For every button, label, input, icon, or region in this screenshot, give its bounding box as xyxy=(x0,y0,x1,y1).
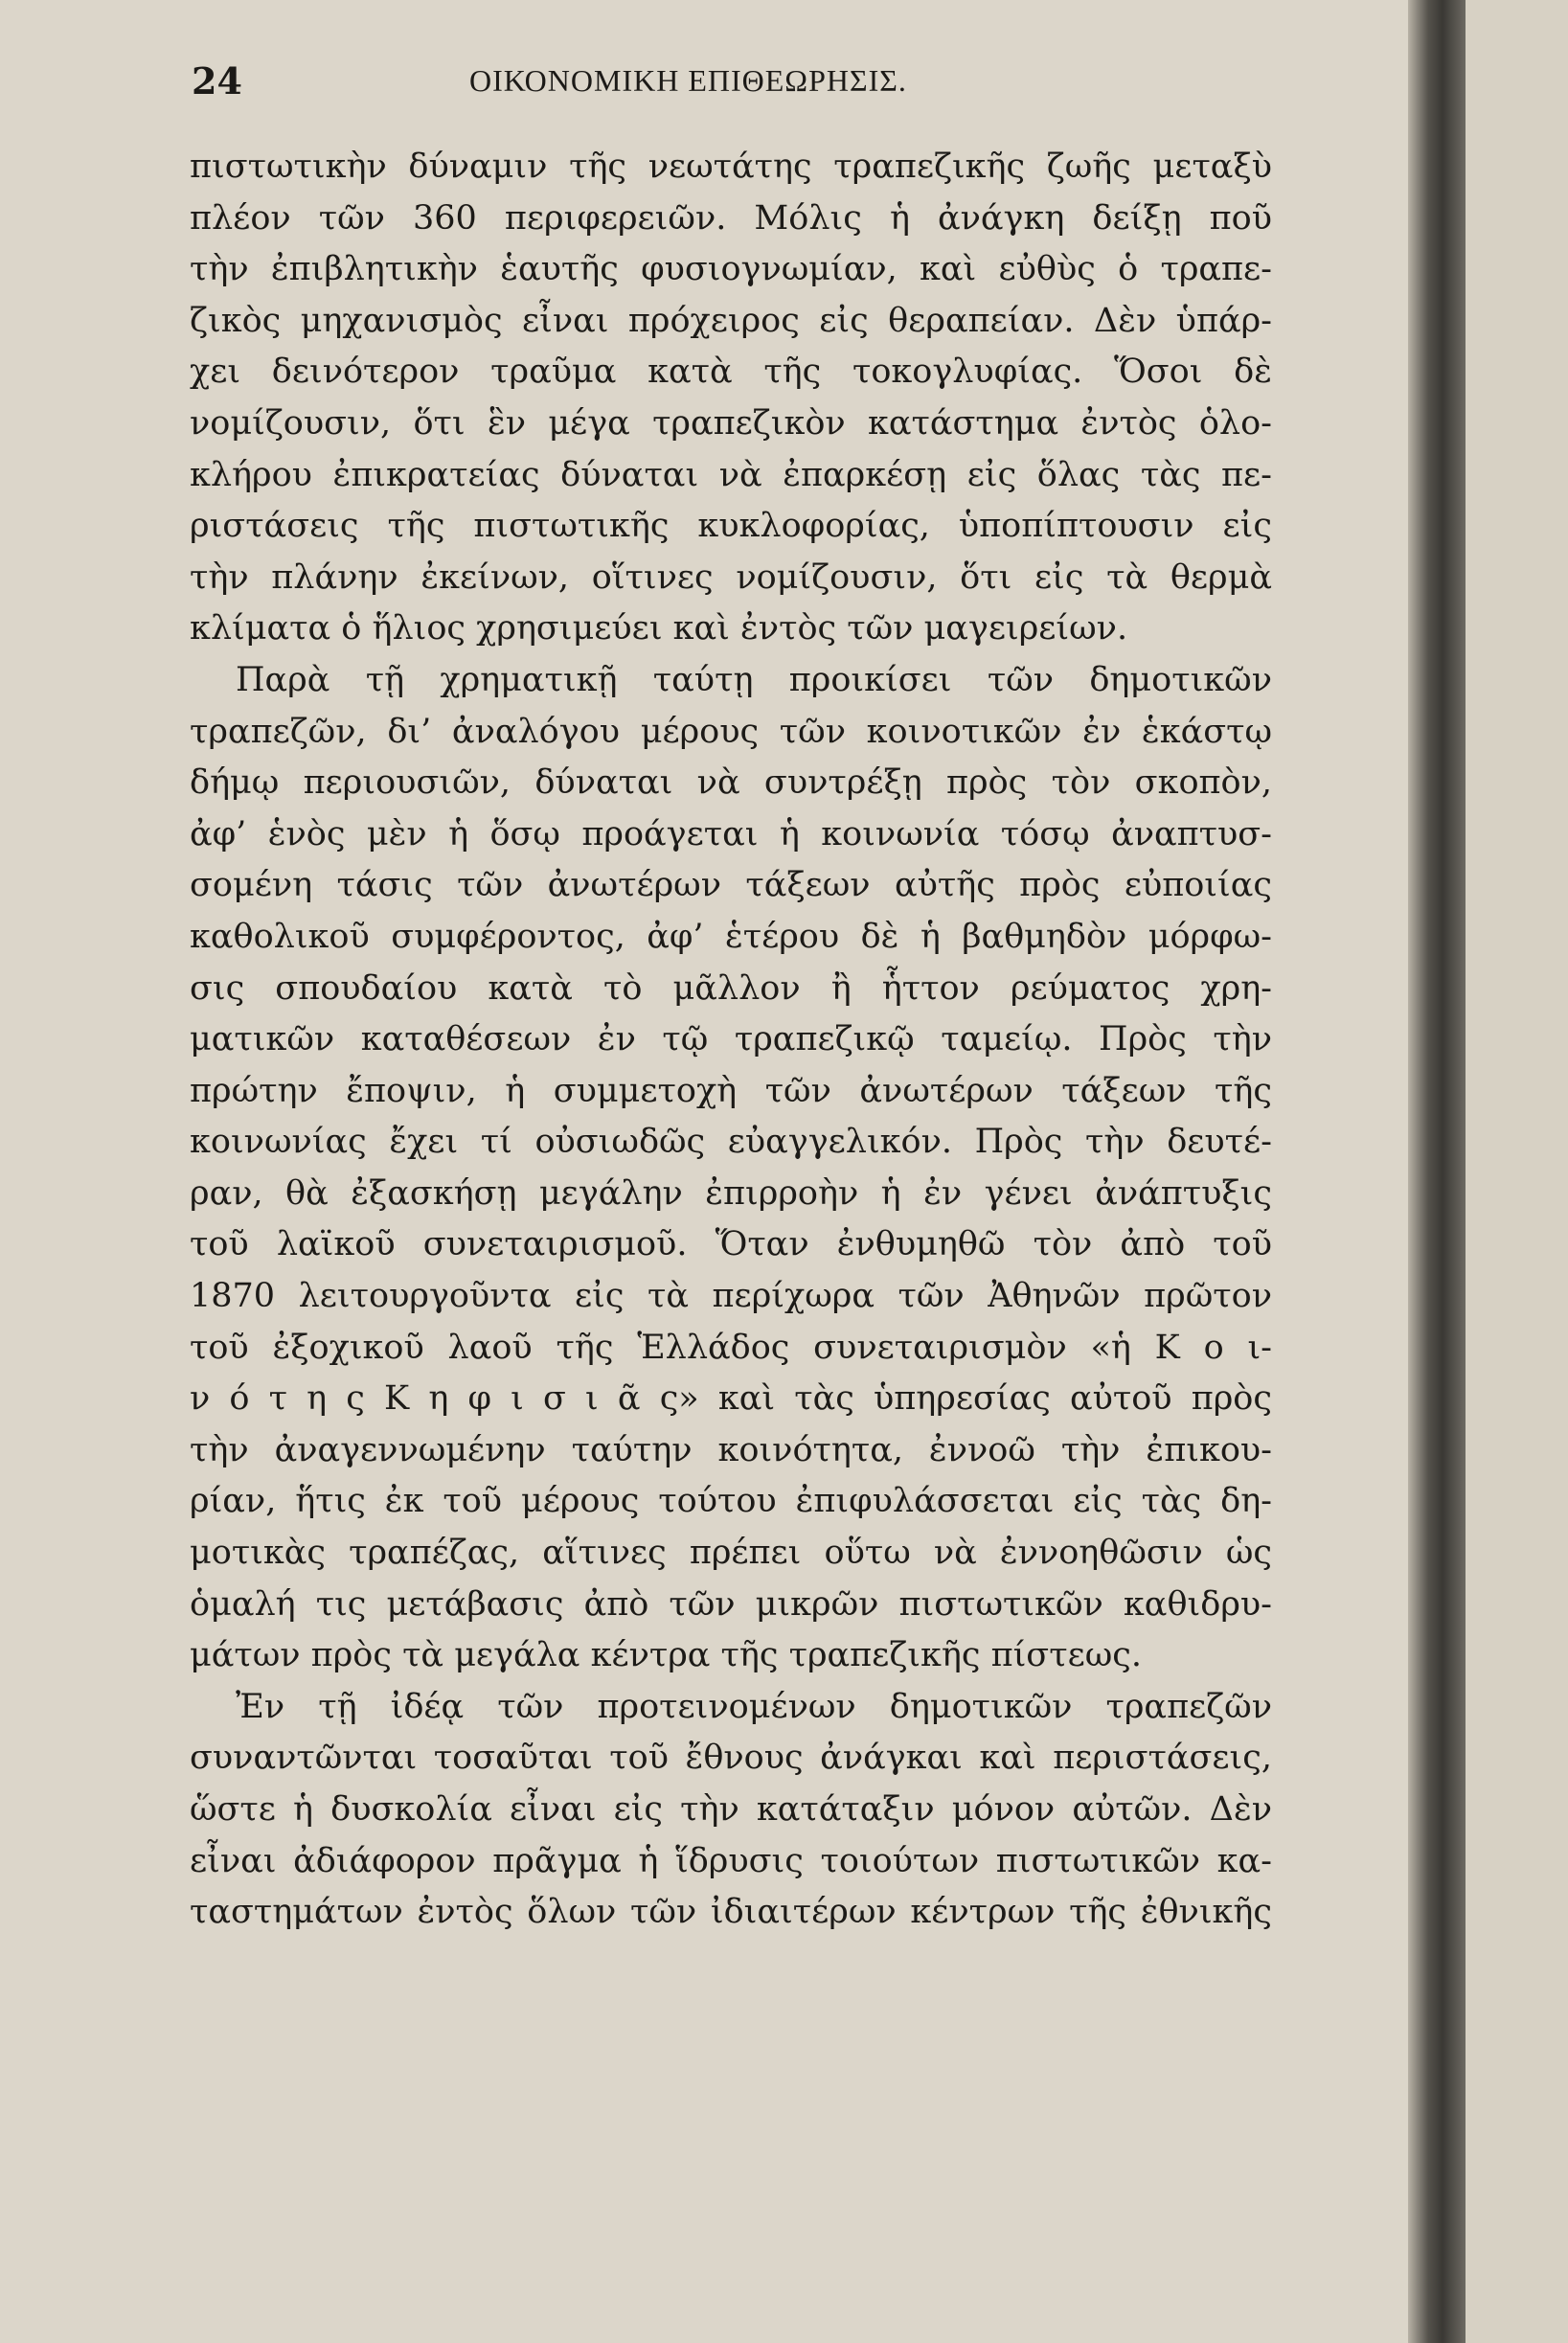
page-header xyxy=(192,59,1303,117)
text-line: πλέον τῶν 360 περιφερειῶν. Μόλις ἡ ἀνάγκη δείξῃ ποῦ xyxy=(190,198,1272,238)
text-line: ζικὸς μηχανισμὸς εἶναι πρόχειρος εἰς θεραπείαν. Δὲν ὑπάρ- xyxy=(190,301,1272,340)
body-text xyxy=(190,142,1272,1939)
text-line: ταστημάτων ἐντὸς ὅλων τῶν ἰδιαιτέρων κέντρων τῆς ἐθνικῆς xyxy=(190,1893,1272,1932)
text-line: κοινωνίας ἔχει τί οὐσιωδῶς εὐαγγελικόν. Πρὸς τὴν δευτέ- xyxy=(190,1123,1272,1162)
text-line: μοτικὰς τραπέζας, αἵτινες πρέπει οὕτω νὰ ἐννοηθῶσιν ὡς xyxy=(190,1534,1272,1573)
text-line: τραπεζῶν, δι’ ἀναλόγου μέρους τῶν κοινοτικῶν ἐν ἑκάστῳ xyxy=(190,712,1272,751)
text-line: χει δεινότερον τραῦμα κατὰ τῆς τοκογλυφίας. Ὅσοι δὲ xyxy=(190,353,1272,392)
book-gutter xyxy=(1408,0,1466,2343)
text-line: 1870 λειτουργοῦντα εἰς τὰ περίχωρα τῶν Ἀθηνῶν πρῶτον xyxy=(190,1277,1272,1316)
text-line: ὥστε ἡ δυσκολία εἶναι εἰς τὴν κατάταξιν μόνον αὐτῶν. Δὲν xyxy=(190,1790,1272,1829)
text-line: εἶναι ἀδιάφορον πρᾶγμα ἡ ἵδρυσις τοιούτων πιστωτικῶν κα- xyxy=(190,1841,1272,1880)
text-line: ριστάσεις τῆς πιστωτικῆς κυκλοφορίας, ὑποπίπτουσιν εἰς xyxy=(190,507,1272,546)
text-line: Παρὰ τῇ χρηματικῇ ταύτῃ προικίσει τῶν δημοτικῶν xyxy=(236,660,1272,699)
text-line: πιστωτικὴν δύναμιν τῆς νεωτάτης τραπεζικῆς ζωῆς μεταξὺ xyxy=(190,148,1272,186)
text-line: ματικῶν καταθέσεων ἐν τῷ τραπεζικῷ ταμείῳ. Πρὸς τὴν xyxy=(190,1020,1272,1059)
text-line: πρώτην ἔποψιν, ἡ συμμετοχὴ τῶν ἀνωτέρων τάξεων τῆς xyxy=(190,1071,1272,1110)
text-line: σις σπουδαίου κατὰ τὸ μᾶλλον ἢ ἧττον ρεύματος χρη- xyxy=(190,968,1272,1008)
text-line: τοῦ λαϊκοῦ συνεταιρισμοῦ. Ὅταν ἐνθυμηθῶ τὸν ἀπὸ τοῦ xyxy=(190,1225,1272,1264)
text-line: τὴν πλάνην ἐκείνων, οἵτινες νομίζουσιν, ὅτι εἰς τὰ θερμὰ xyxy=(190,557,1272,597)
text-line: τὴν ἀναγεννωμένην ταύτην κοινότητα, ἐννοῶ τὴν ἐπικου- xyxy=(190,1430,1272,1469)
text-line: σομένη τάσις τῶν ἀνωτέρων τάξεων αὐτῆς πρὸς εὐποιίας xyxy=(190,866,1272,905)
text-line: τοῦ ἐξοχικοῦ λαοῦ τῆς Ἑλλάδος συνεταιρισμὸν «ἡ Κ ο ι- xyxy=(190,1328,1272,1367)
text-line: κλίματα ὁ ἥλιος χρησιμεύει καὶ ἐντὸς τῶν μαγειρείων. xyxy=(190,609,1128,648)
text-line: ρίαν, ἥτις ἐκ τοῦ μέρους τούτου ἐπιφυλάσσεται εἰς τὰς δη- xyxy=(190,1482,1272,1521)
text-line: δήμῳ περιουσιῶν, δύναται νὰ συντρέξῃ πρὸς τὸν σκοπὸν, xyxy=(190,763,1272,803)
text-line: Ἐν τῇ ἰδέᾳ τῶν προτεινομένων δημοτικῶν τραπεζῶν xyxy=(236,1687,1272,1726)
text-line: συναντῶνται τοσαῦται τοῦ ἔθνους ἀνάγκαι καὶ περιστάσεις, xyxy=(190,1739,1272,1778)
text-line: ἀφ’ ἑνὸς μὲν ἡ ὅσῳ προάγεται ἡ κοινωνία τόσῳ ἀναπτυσ- xyxy=(190,814,1272,853)
text-line: νομίζουσιν, ὅτι ἓν μέγα τραπεζικὸν κατάστημα ἐντὸς ὁλο- xyxy=(190,403,1272,443)
text-line: καθολικοῦ συμφέροντος, ἀφ’ ἑτέρου δὲ ἡ βαθμηδὸν μόρφω- xyxy=(190,917,1272,956)
text-line: ραν, θὰ ἐξασκήσῃ μεγάλην ἐπιρροὴν ἡ ἐν γένει ἀνάπτυξις xyxy=(190,1173,1272,1213)
text-line: κλήρου ἐπικρατείας δύναται νὰ ἐπαρκέσῃ εἰς ὅλας τὰς πε- xyxy=(190,455,1272,494)
text-line: τὴν ἐπιβλητικὴν ἑαυτῆς φυσιογνωμίαν, καὶ εὐθὺς ὁ τραπε- xyxy=(190,250,1272,289)
facing-page-edge xyxy=(1466,0,1568,2343)
text-line: ὁμαλή τις μετάβασις ἀπὸ τῶν μικρῶν πιστωτικῶν καθιδρυ- xyxy=(190,1584,1272,1624)
text-line: μάτων πρὸς τὰ μεγάλα κέντρα τῆς τραπεζικῆς πίστεως. xyxy=(190,1636,1142,1675)
page-number: 24 xyxy=(192,59,242,102)
text-line: ν ό τ η ς Κ η φ ι σ ι ᾶ ς» καὶ τὰς ὑπηρεσίας αὐτοῦ πρὸς xyxy=(190,1379,1272,1419)
running-head: ΟΙΚΟΝΟΜΙΚΗ ΕΠΙΘΕΩΡΗΣΙΣ. xyxy=(469,63,907,98)
